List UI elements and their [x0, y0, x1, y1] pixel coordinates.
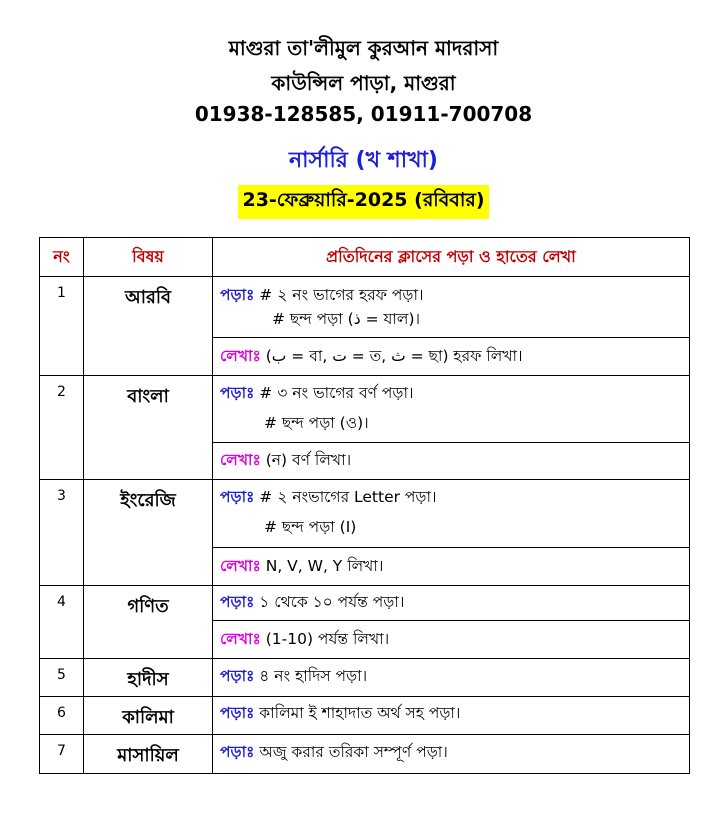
row-subject: মাসায়িল: [84, 735, 213, 774]
read-text: # ছন্দ পড়া (ذ = যাল)।: [272, 310, 421, 328]
phone-numbers: 01938-128585, 01911-700708: [194, 102, 533, 126]
read-cell: [213, 277, 690, 338]
table-row: [40, 376, 690, 443]
row-number: 7: [40, 735, 84, 774]
read-text: অজু করার তরিকা সম্পূর্ণ পড়া।: [259, 743, 448, 761]
read-label: পড়াঃ: [220, 593, 255, 611]
row-subject: ইংরেজি: [84, 480, 213, 586]
row-number: 1: [40, 277, 84, 376]
read-text: # ২ নং ভাগের হরফ পড়া।: [259, 286, 424, 304]
write-text: (1-10) পর্যন্ত লিখা।: [265, 630, 390, 648]
read-label: পড়াঃ: [220, 488, 255, 506]
read-label: পড়াঃ: [220, 704, 255, 722]
row-subject: বাংলা: [84, 376, 213, 480]
read-text: # ছন্দ পড়া (ও)।: [264, 414, 369, 432]
write-cell: [213, 621, 690, 659]
write-label: লেখাঃ: [220, 557, 261, 575]
table-header-row: [40, 238, 690, 277]
row-number: 4: [40, 586, 84, 659]
header-number: নং: [40, 238, 84, 277]
table-row: [40, 480, 690, 548]
date-container: [0, 185, 727, 219]
write-text: (ب = বা, ت = ত, ث = ছা) হরফ লিখা।: [265, 347, 523, 365]
read-text: # ছন্দ পড়া (I): [264, 518, 357, 536]
row-number: 6: [40, 697, 84, 735]
institution-address: কাউন্সিল পাড়া, মাগুরা: [271, 71, 456, 95]
write-label: লেখাঃ: [220, 451, 261, 469]
read-cell: [213, 480, 690, 548]
row-number: 5: [40, 659, 84, 697]
table-row: [40, 697, 690, 735]
read-label: পড়াঃ: [220, 384, 255, 402]
read-cell: [213, 659, 690, 697]
read-text: কালিমা ই শাহাদাত অর্থ সহ পড়া।: [259, 704, 461, 722]
date-banner: 23-ফেব্রুয়ারি-2025 (রবিবার): [238, 185, 488, 219]
header-lesson: প্রতিদিনের ক্লাসের পড়া ও হাতের লেখা: [213, 238, 690, 277]
write-label: লেখাঃ: [220, 347, 261, 365]
row-subject: গণিত: [84, 586, 213, 659]
row-subject: আরবি: [84, 277, 213, 376]
row-number: 2: [40, 376, 84, 480]
table-row: [40, 586, 690, 621]
read-text: ১ থেকে ১০ পর্যন্ত পড়া।: [259, 593, 405, 611]
table-row: [40, 277, 690, 338]
read-text: ৪ নং হাদিস পড়া।: [259, 667, 368, 685]
table-row: [40, 659, 690, 697]
read-cell: [213, 735, 690, 774]
write-text: (ন) বর্ণ লিখা।: [265, 451, 352, 469]
read-label: পড়াঃ: [220, 667, 255, 685]
write-label: লেখাঃ: [220, 630, 261, 648]
row-subject: হাদীস: [84, 659, 213, 697]
write-text: N, V, W, Y লিখা।: [265, 557, 384, 575]
header-subject: বিষয়: [84, 238, 213, 277]
institution-name: মাগুরা তা'লীমুল কুরআন মাদরাসা: [228, 36, 499, 60]
write-cell: [213, 338, 690, 376]
row-number: 3: [40, 480, 84, 586]
lesson-table: [39, 237, 690, 774]
read-label: পড়াঃ: [220, 286, 255, 304]
row-subject: কালিমা: [84, 697, 213, 735]
write-cell: [213, 548, 690, 586]
read-cell: [213, 586, 690, 621]
read-text: # ২ নংভাগের Letter পড়া।: [259, 488, 437, 506]
read-label: পড়াঃ: [220, 743, 255, 761]
table-row: [40, 735, 690, 774]
class-name: নার্সারি (খ শাখা): [289, 148, 438, 173]
read-cell: [213, 376, 690, 443]
read-text: # ৩ নং ভাগের বর্ণ পড়া।: [259, 384, 414, 402]
read-cell: [213, 697, 690, 735]
write-cell: [213, 443, 690, 480]
